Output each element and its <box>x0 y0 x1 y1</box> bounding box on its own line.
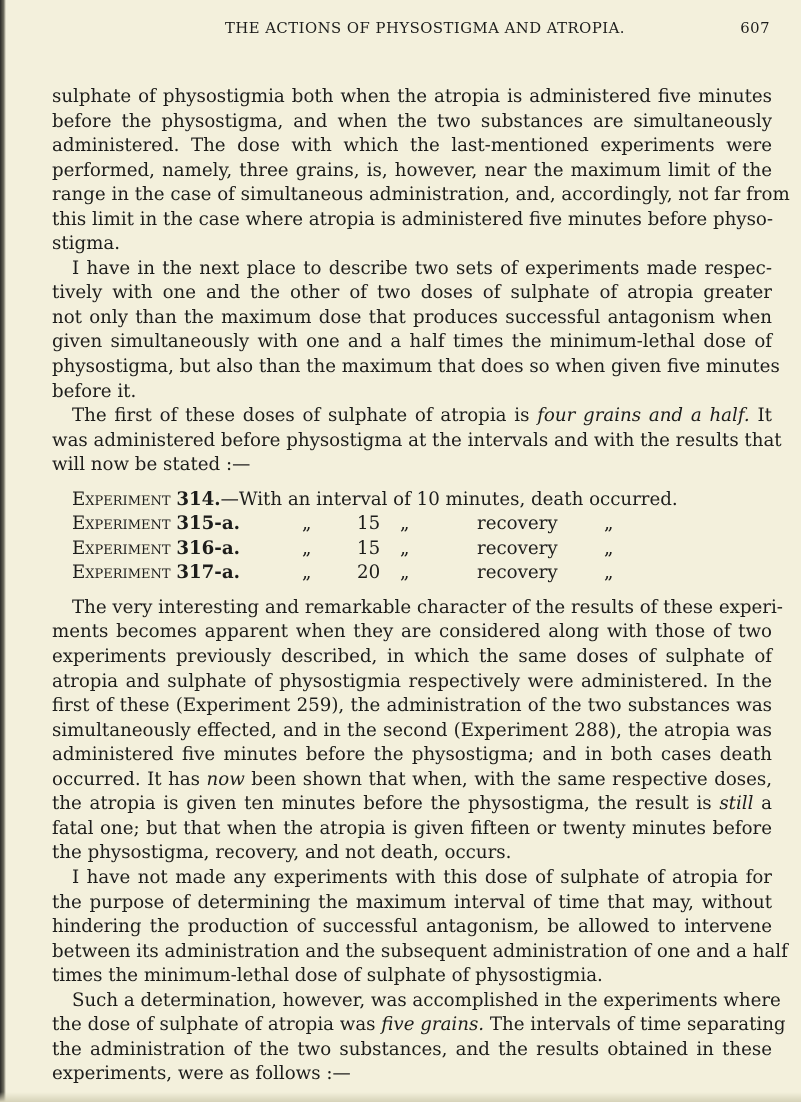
experiment-word: Experiment <box>72 562 171 584</box>
experiment-word: Experiment <box>72 513 171 535</box>
ditto-mark: „ <box>400 513 410 535</box>
experiment-number: 315-a. <box>176 513 240 535</box>
text-line: hindering the production of successful antagonism, be allowed to intervene <box>52 916 772 938</box>
text-line: experiments previously described, in which the same doses of sulphate of <box>52 646 772 668</box>
text-line: will now be stated :— <box>52 454 251 476</box>
experiment-word: Experiment <box>72 537 171 559</box>
text-line: between its administration and the subsequent administration of one and a half <box>52 940 788 962</box>
experiment-label <box>72 537 240 562</box>
ditto-mark: „ <box>302 562 312 584</box>
ditto-mark: „ <box>604 562 614 584</box>
text-run: the dose of sulphate of atropia was <box>52 1014 382 1036</box>
text-line: times the minimum-lethal dose of sulphate of physostigmia. <box>52 965 603 987</box>
text-run: It <box>749 405 772 427</box>
text-line: I have not made any experiments with this dose of sulphate of atropia for <box>72 866 772 888</box>
interval-value: 20 <box>357 562 381 584</box>
page-gutter-shadow <box>0 0 6 1102</box>
text-line: ments becomes apparent when they are considered along with those of two <box>52 621 772 643</box>
ditto-mark: „ <box>400 537 410 559</box>
text-line: was administered before physostigma at the intervals and with the results that <box>52 429 782 451</box>
ditto-mark: „ <box>400 562 410 584</box>
italic-text: four grains and a half. <box>537 405 750 427</box>
text-line: the administration of the two substances, and the results obtained in these <box>52 1038 772 1060</box>
text-line: fatal one; but that when the atropia is given fifteen or twenty minutes before <box>52 817 772 839</box>
text-line <box>52 1013 786 1038</box>
ditto-mark: „ <box>302 513 312 535</box>
text-run: a <box>753 793 772 815</box>
experiment-label <box>72 561 240 586</box>
text-line: experiments, were as follows :— <box>52 1063 351 1085</box>
text-line <box>52 792 772 817</box>
experiment-word: Experiment <box>72 488 171 510</box>
result-value: recovery <box>477 562 558 584</box>
experiment-number: 316-a. <box>176 537 240 559</box>
interval-value: 15 <box>357 513 381 535</box>
experiment-row <box>52 561 772 586</box>
text-run: been shown that when, with the same respective doses, <box>244 768 773 790</box>
ditto-mark: „ <box>302 537 312 559</box>
experiment-label <box>72 512 240 537</box>
text-run: occurred. It has <box>52 768 207 790</box>
text-line: administered. The dose with which the last-mentioned experiments were <box>52 135 772 157</box>
text-line: simultaneously effected, and in the second (Experiment 288), the atropia was <box>52 719 772 741</box>
text-line: the purpose of determining the maximum interval of time that may, without <box>52 891 772 913</box>
experiment-row <box>52 512 772 537</box>
experiment-label <box>72 488 678 513</box>
page-number: 607 <box>740 20 770 37</box>
italic-text: still <box>719 793 754 815</box>
text-line <box>52 404 772 429</box>
text-line: first of these (Experiment 259), the administration of the two substances was <box>52 695 772 717</box>
text-line <box>52 768 772 793</box>
text-line: the physostigma, recovery, and not death, occurs. <box>52 842 512 864</box>
text-run: The first of these doses of sulphate of atropia is <box>72 405 538 427</box>
text-line: not only than the maximum dose that produces successful antagonism when <box>52 306 772 328</box>
text-line: Such a determination, however, was accomplished in the experiments where <box>72 989 781 1011</box>
text-run: the atropia is given ten minutes before the physostigma, the result is <box>52 793 720 815</box>
text-line: atropia and sulphate of physostigmia respectively were administered. In the <box>52 670 772 692</box>
result-value: recovery <box>477 513 558 535</box>
page-bottom-edge <box>0 1092 801 1102</box>
experiment-number: 317-a. <box>176 562 240 584</box>
italic-text: now <box>206 768 245 790</box>
running-title: THE ACTIONS OF PHYSOSTIGMA AND ATROPIA. <box>224 20 626 37</box>
text-line: before the physostigma, and when the two substances are simultaneously <box>52 110 772 132</box>
text-line: range in the case of simultaneous administration, and, accordingly, not far from <box>52 184 790 206</box>
text-line: sulphate of physostigmia both when the atropia is administered five minutes <box>52 86 772 107</box>
body-text <box>52 85 790 1087</box>
text-line: before it. <box>52 380 137 402</box>
ditto-mark: „ <box>604 537 614 559</box>
text-line: tively with one and the other of two doses of sulphate of atropia greater <box>52 282 772 304</box>
text-line: performed, namely, three grains, is, however, near the maximum limit of the <box>52 159 772 181</box>
ditto-mark: „ <box>604 513 614 535</box>
text-line: physostigma, but also than the maximum that does so when given five minutes <box>52 356 780 378</box>
text-run: The intervals of time separating <box>484 1014 786 1036</box>
text-line: stigma. <box>52 233 120 255</box>
experiment-description: —With an interval of 10 minutes, death occurred. <box>220 488 678 510</box>
text-line: The very interesting and remarkable character of the results of these experi- <box>72 596 783 618</box>
result-value: recovery <box>477 537 558 559</box>
text-line: administered five minutes before the physostigma; and in both cases death <box>52 744 772 766</box>
interval-value: 15 <box>357 537 381 559</box>
text-line: given simultaneously with one and a half times the minimum-lethal dose of <box>52 331 772 353</box>
text-line: this limit in the case where atropia is administered five minutes before physo- <box>52 208 773 230</box>
italic-text: five grains. <box>381 1014 485 1036</box>
experiment-number: 314. <box>176 488 221 510</box>
experiment-row <box>52 537 772 562</box>
text-line: I have in the next place to describe two sets of experiments made respec- <box>72 257 772 279</box>
experiment-row <box>52 488 772 513</box>
